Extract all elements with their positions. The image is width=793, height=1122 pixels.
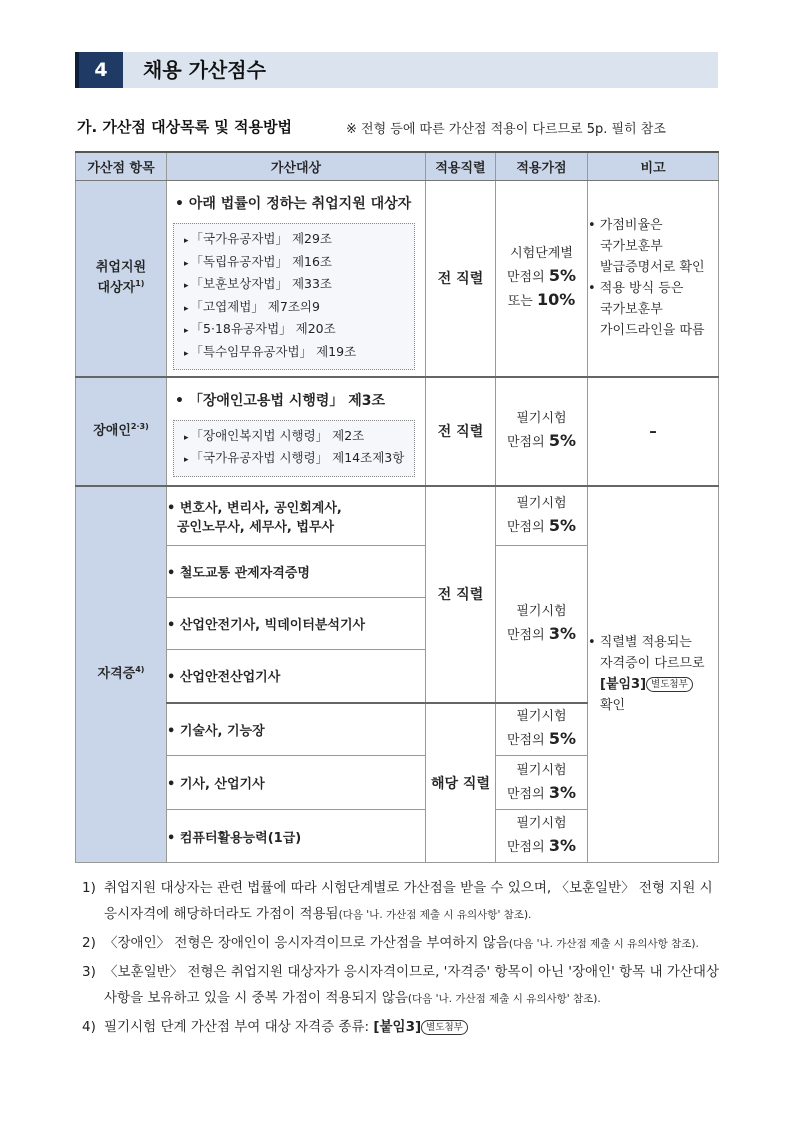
category-employment: 취업지원 대상자$^{1)}$: [76, 181, 167, 377]
category-certificate: 자격증$^{4)}$: [76, 486, 167, 863]
table-row: [76, 377, 719, 486]
cert-item: • 산업안전기사, 빅데이터분석기사: [167, 598, 426, 650]
attachment-badge: 별도첨부: [421, 1020, 468, 1035]
note-certificate: • 직렬별 적용되는 자격증이 다르므로 [붙임3] 별도첨부 확인: [588, 486, 719, 863]
disabled-main: • 「장애인고용법 시행령」 제3조: [175, 392, 386, 409]
disabled-law-list: [173, 420, 415, 477]
subheading-title: 가. 가산점 대상목록 및 적용방법: [77, 118, 292, 136]
target-employment: [167, 181, 426, 377]
points-cert: 필기시험 만점의 3%: [496, 810, 588, 863]
attachment-badge: 별도첨부: [646, 677, 693, 692]
law-item: ▸ 「국가유공자법」 제29조: [184, 229, 414, 252]
section-header: [75, 52, 718, 88]
cert-item: • 컴퓨터활용능력(1급): [167, 810, 426, 863]
note-disabled: –: [588, 377, 719, 486]
footnotes: [82, 875, 722, 1042]
footnote: 1) 취업지원 대상자는 관련 법률에 따라 시험단계별로 가산점을 받을 수 있으며, 〈보훈일반〉 전형 지원 시 응시자격에 해당하더라도 가점이 적용됨(다음 '나. 가산점 제출 시 유의사항' 참조).: [82, 880, 713, 922]
table-row: [76, 181, 719, 377]
header-points: 적용가점: [496, 152, 588, 181]
section-title: 채용 가산점수: [143, 58, 266, 82]
law-item: ▸ 「고엽제법」 제7조의9: [184, 297, 414, 320]
points-cert: 필기시험 만점의 3%: [496, 756, 588, 810]
header-category: 가산점 항목: [76, 152, 167, 181]
series-cert-relevant: 해당 직렬: [426, 703, 496, 863]
subheading-note: ※ 전형 등에 따른 가산점 적용이 다르므로 5p. 필히 참조: [346, 122, 666, 137]
footnote: 2) 〈장애인〉 전형은 장애인이 응시자격이므로 가산점을 부여하지 않음(다음 '나. 가산점 제출 시 유의사항 참조).: [82, 935, 699, 951]
table-row: [76, 486, 719, 546]
table-header-row: [76, 152, 719, 181]
bonus-points-table: [75, 151, 719, 863]
category-disabled: 장애인$^{2\cdot 3)}$: [76, 377, 167, 486]
employment-law-list: [173, 223, 415, 370]
header-series: 적용직렬: [426, 152, 496, 181]
series-cert-all: 전 직렬: [426, 486, 496, 703]
law-item: ▸ 「5·18유공자법」 제20조: [184, 319, 414, 342]
note-employment: • 가점비율은 국가보훈부 발급증명서로 확인 • 적용 방식 등은 국가보훈부 가이드라인을 따름: [588, 181, 719, 377]
law-item: ▸ 「독립유공자법」 제16조: [184, 252, 414, 275]
points-cert: 필기시험 만점의 5%: [496, 486, 588, 546]
series-employment: 전 직렬: [426, 181, 496, 377]
header-note: 비고: [588, 152, 719, 181]
cert-item: • 철도교통 관제자격증명: [167, 546, 426, 598]
points-employment: 시험단계별 만점의 5% 또는 10%: [496, 181, 588, 377]
cert-item: • 기사, 산업기사: [167, 756, 426, 810]
law-item: ▸ 「국가유공자법 시행령」 제14조제3항: [184, 448, 414, 471]
law-item: ▸ 「장애인복지법 시행령」 제2조: [184, 426, 414, 449]
law-item: ▸ 「보훈보상자법」 제33조: [184, 274, 414, 297]
footnote: 4) 필기시험 단계 가산점 부여 대상 자격증 종류: [붙임3] 별도첨부: [82, 1014, 722, 1040]
points-cert: 필기시험 만점의 3%: [496, 546, 588, 703]
employment-main: • 아래 법률이 정하는 취업지원 대상자: [175, 196, 412, 212]
cert-item: • 기술사, 기능장: [167, 703, 426, 756]
points-disabled: 필기시험 만점의 5%: [496, 377, 588, 486]
points-cert: 필기시험 만점의 5%: [496, 703, 588, 756]
header-target: 가산대상: [167, 152, 426, 181]
cert-item: • 변호사, 변리사, 공인회계사, 공인노무사, 세무사, 법무사: [167, 486, 426, 546]
cert-item: • 산업안전산업기사: [167, 650, 426, 703]
section-number: 4: [75, 52, 123, 88]
series-disabled: 전 직렬: [426, 377, 496, 486]
footnote: 3) 〈보훈일반〉 전형은 취업지원 대상자가 응시자격이므로, '자격증' 항목이 아닌 '장애인' 항목 내 가산대상 사항을 보유하고 있을 시 중복 가점이 적용되지 않음(다음 '나. 가산점 제출 시 유의사항' 참조).: [82, 964, 719, 1006]
target-disabled: [167, 377, 426, 486]
law-item: ▸ 「특수임무유공자법」 제19조: [184, 342, 414, 365]
